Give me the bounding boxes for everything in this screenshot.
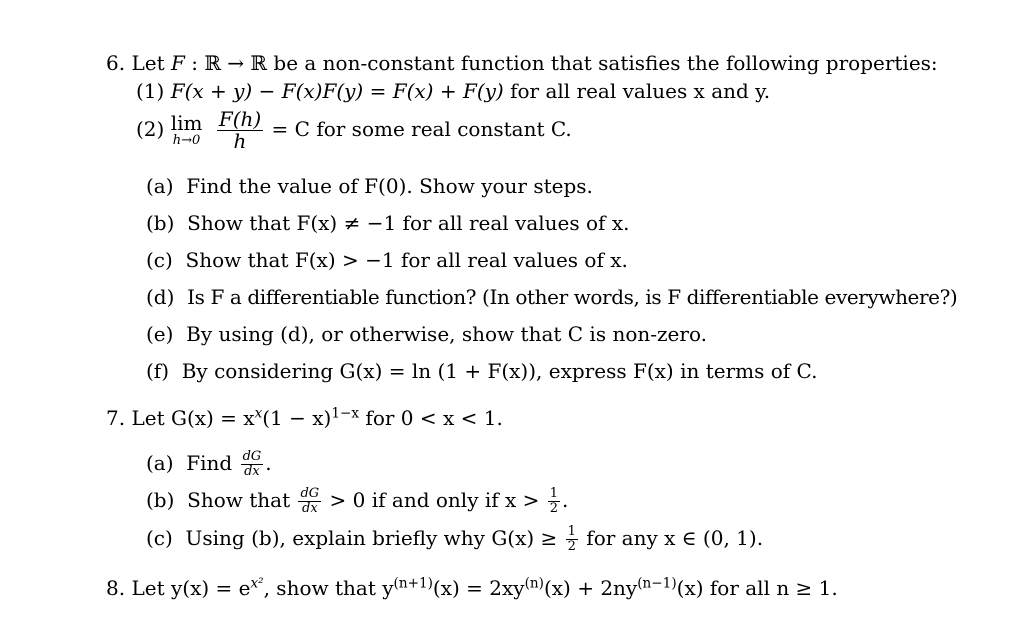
problem-7-part-c: (c) Using (b), explain briefly why G(x) ≥ $\frac{1}{2}$ for any x ∈ (0, 1). — [146, 524, 764, 554]
problem-8: 8. Let $y(x) = e^{x^2}$, show that $y^{(n+1)}(x) = 2xy^{(n)}(x) + 2ny^{(n-1)}(x)$ for all n ≥ 1. — [106, 575, 838, 600]
problem-6-part-d: (d) Is F a differentiable function? (In other words, is F differentiable everywhere?) — [146, 285, 958, 309]
derivative-fraction: $\frac{dG}{dx}$ — [242, 449, 262, 479]
problem-6-property-2: (2) lim h→0 $\frac{F(h)}{h}$ = C for some real constant C. — [136, 107, 572, 153]
problem-7-intro: 7. Let $G(x) = x^x(1 - x)^{1-x}$ for 0 < x < 1. — [106, 405, 503, 430]
problem-6-part-f: (f) By considering G(x) = ln (1 + F(x)), express F(x) in terms of C. — [146, 359, 818, 383]
limit-expression: lim h→0 — [170, 111, 203, 149]
problem-7-part-a: (a) Find $\frac{dG}{dx}$ . — [146, 449, 272, 479]
half-fraction: $\frac{1}{2}$ — [567, 524, 576, 554]
problem-number: 7. — [106, 406, 126, 430]
problem-6-intro: 6. Let F : ℝ → ℝ be a non-constant function that satisfies the following properties: — [106, 51, 938, 75]
problem-number: 6. — [106, 51, 126, 75]
derivative-fraction: $\frac{dG}{dx}$ — [300, 486, 320, 516]
problem-6-part-e: (e) By using (d), or otherwise, show that C is non-zero. — [146, 322, 707, 346]
problem-6-property-1: (1) F(x + y) − F(x)F(y) = F(x) + F(y) for all real values x and y. — [136, 79, 771, 103]
problem-6-part-c: (c) Show that F(x) > −1 for all real values of x. — [146, 248, 628, 272]
problem-7-part-b: (b) Show that $\frac{dG}{dx}$ > 0 if and only if x > $\frac{1}{2}$ . — [146, 486, 569, 516]
problem-number: 8. — [106, 576, 126, 600]
problem-6-part-a: (a) Find the value of F(0). Show your steps. — [146, 174, 593, 198]
half-fraction: $\frac{1}{2}$ — [549, 486, 559, 516]
fraction: $\frac{F(h)}{h}$ — [218, 107, 262, 153]
problem-6-part-b: (b) Show that F(x) ≠ −1 for all real values of x. — [146, 211, 630, 235]
